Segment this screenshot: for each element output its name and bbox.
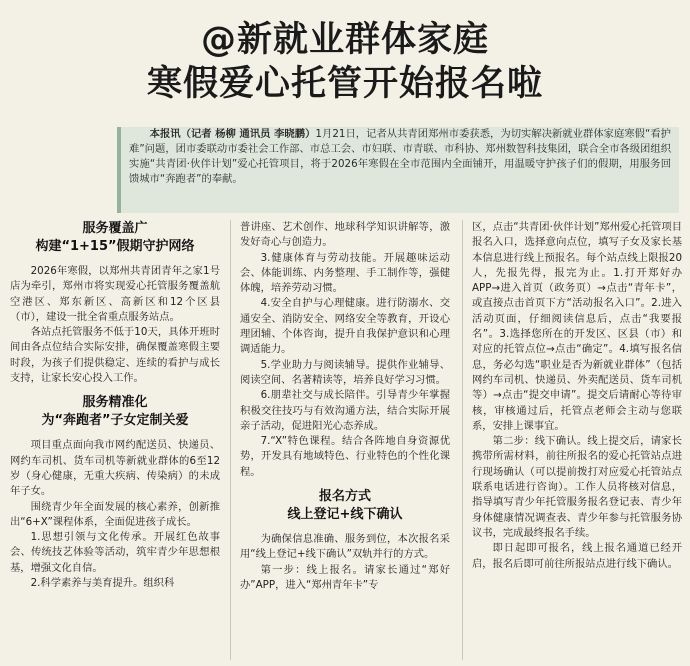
subheading-service-coverage: [10, 220, 220, 256]
paragraph: 即日起即可报名，线上报名通道已经开启，报名后即可前往所报站点进行线下确认。: [472, 542, 682, 570]
article-column-2: [240, 220, 450, 666]
paragraph: 普讲座、艺术创作、地球科学知识讲解等，激发好奇心与创造力。: [240, 221, 450, 249]
headline-line-1: @新就业群体家庭: [200, 20, 489, 60]
paragraph: 7.“X”特色课程。结合各阵地自身资源优势，开发具有地域特色、行业特色的个性化课程。: [240, 435, 450, 478]
column-divider: [230, 220, 231, 660]
paragraph: 2026年寒假，以郑州共青团青年之家1号店为牵引，郑州市将实现爱心托管服务覆盖航空港区、郑东新区、高新区和12个区县（市），建设一批全省重点服务站点。: [10, 265, 220, 323]
subheading-line: 为“奔跑者”子女定制关爱: [41, 413, 189, 429]
paragraph: 3.健康体育与劳动技能。开展趣味运动会、体能训练、内务整理、手工制作等，强健体魄，培养劳动习惯。: [240, 251, 450, 295]
paragraph: 各站点托管服务不低于10天，具体开班时间由各点位结合实际安排，确保覆盖寒假主要时段，为孩子们提供稳定、连续的看护与成长支持，让家长安心投入工作。: [10, 326, 220, 385]
paragraph: 为确保信息准确、服务到位，本次报名采用“线上登记+线下确认”双轨并行的方式。: [240, 533, 450, 561]
lead-byline: 本报讯（记者 杨柳 通讯员 李晓鹏）: [149, 128, 316, 140]
subheading-line: 服务覆盖广: [82, 221, 148, 236]
paragraph: 2.科学素养与美育提升。组织科: [30, 577, 175, 590]
column-divider: [462, 220, 463, 660]
subheading-precise-service: [10, 394, 220, 430]
subheading-line: 报名方式: [318, 489, 371, 505]
headline-line-2: 寒假爱心托管开始报名啦: [146, 64, 543, 104]
article-column-3: [472, 220, 682, 666]
paragraph: 区，点击“共青团·伙伴计划”郑州爱心托管项目报名入口，选择意向点位，填写子女及家长基本信息进行线上预报名。每个站点线上限报20人，先报先得，报完为止。1.打开郑好办APP→进入首页（政务页）→点击“青年卡”，或直接点击首页下方“活动报名入口”。2.进入活动页面，仔细阅读信息后，点击“我要报名”。3.选择您所在的开发区、区县（市）和对应的托管点位→点击“确定”。4.填写报名信息，务必勾选“职业是否为新就业群体”（包括网约车司机、快递员、外卖配送员、货车司机等）→点击“提交申请”。提交后请耐心等待审核，审核通过后，托管点老师会主动与您联系，安排上课事宜。: [472, 221, 682, 432]
subheading-registration: [240, 488, 450, 524]
paragraph: 第二步：线下确认。线上提交后，请家长携带所需材料，前往所报名的爱心托管站点进行现场确认（可以提前拨打对应爱心托管站点联系电话进行咨询）。工作人员将核对信息，指导填写青少年托管服务报名登记表、青少年身体健康情况调查表、青少年参与托管服务协议书，完成最终报名手续。: [472, 435, 682, 539]
subheading-line: 服务精准化: [82, 395, 148, 411]
paragraph: 4.安全自护与心理健康。进行防溺水、交通安全、消防安全、网络安全等教育，开设心理团辅、个体咨询，提升自我保护意识和心理调适能力。: [240, 297, 450, 356]
paragraph: 5.学业助力与阅读辅导。提供作业辅导、阅读空间、名著精读等，培养良好学习习惯。: [240, 358, 450, 386]
article-column-1: [10, 220, 220, 666]
lead-paragraph: [117, 127, 679, 213]
paragraph: 第一步：线上报名。请家长通过“郑好办”APP，进入“郑州青年卡”专: [240, 563, 450, 591]
paragraph: 6.朋辈社交与成长陪伴。引导青少年掌握积极交往技巧与有效沟通方法，结合实际开展亲子活动，促进阳光心态养成。: [240, 389, 450, 432]
subheading-line: 线上登记+线下确认: [287, 507, 403, 523]
lead-body: 1月21日，记者从共青团郑州市委获悉，为切实解决新就业群体家庭寒假“看护难”问题，团市委联动市委社会工作部、市总工会、市妇联、市青联、市科协、郑州数智科技集团，联合全市各级团组织实施“共青团·伙伴计划”爱心托管项目，将于2026年寒假在全市范围内全面铺开，用温暖守护孩子们的假期，用服务回馈城市“奔跑者”的奉献。: [129, 128, 671, 185]
paragraph: 1.思想引领与文化传承。开展红色故事会、传统技艺体验等活动，筑牢青少年思想根基，增强文化自信。: [10, 531, 220, 574]
subheading-line: 构建“1+15”假期守护网络: [35, 239, 195, 254]
paragraph: 围绕青少年全面发展的核心素养，创新推出“6+X”课程体系，全面促进孩子成长。: [10, 500, 220, 528]
lead-accent-bar: [117, 127, 121, 213]
paragraph: 项目重点面向我市网约配送员、快递员、网约车司机、货车司机等新就业群体的6至12岁（身心健康，无重大疾病、传染病）的未成年子女。: [10, 439, 220, 498]
